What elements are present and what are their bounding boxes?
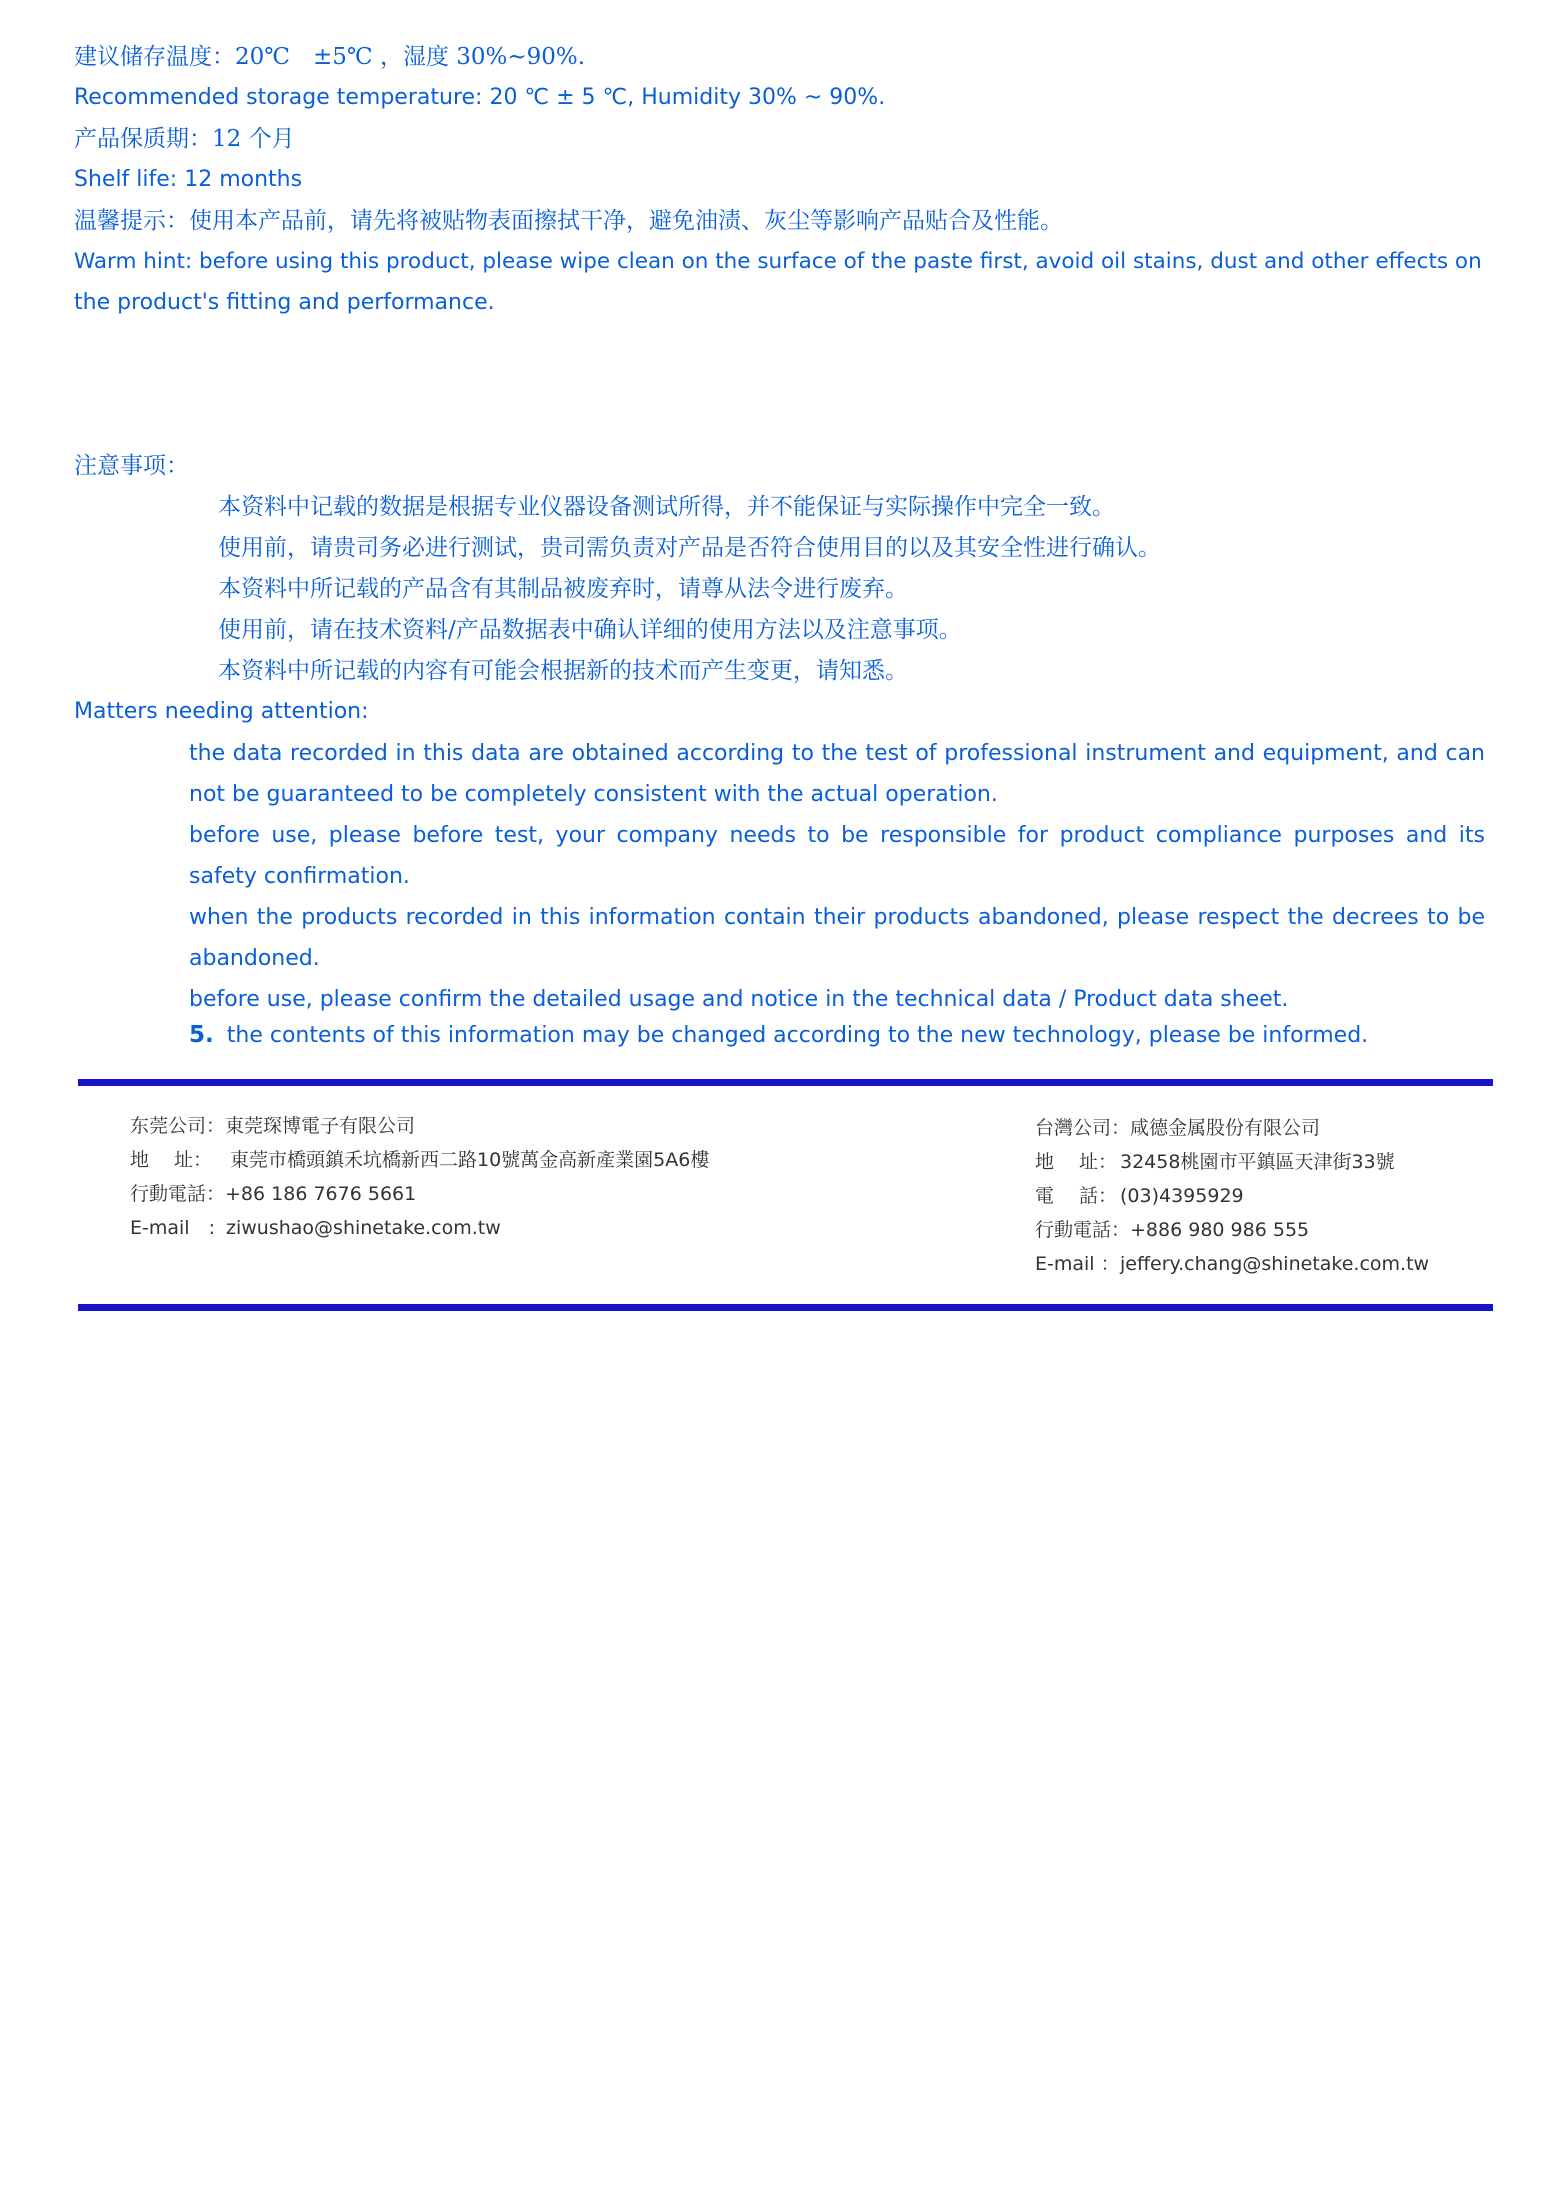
warm-hint-en-line1: Warm hint: before using this product, please wipe clean on the surface of the paste first, avoid oil stains, dust and other effects on [74,249,1482,274]
phone-label: 電 話： [1035,1185,1118,1207]
attention-en-item-5 [189,1020,1368,1051]
email-value[interactable]: jeffery.chang@shinetake.com.tw [1120,1253,1430,1275]
footer-top-rule [78,1079,1493,1086]
taiwan-phone-row [1035,1179,1429,1213]
email-label: E-mail ： [1035,1253,1120,1275]
attention-cn-item: 本资料中所记载的产品含有其制品被废弃时，请尊从法令进行废弃。 [218,576,908,602]
mobile-value: +86 186 7676 5661 [225,1183,417,1205]
warm-hint-cn: 温馨提示：使用本产品前，请先将被贴物表面擦拭干净，避免油渍、灰尘等影响产品贴合及性能。 [74,208,1063,234]
taiwan-mobile-row [1035,1213,1429,1247]
email-label: E-mail : [130,1217,215,1239]
dongguan-email-row [130,1211,709,1245]
mobile-label: 行動電話： [130,1183,226,1205]
footer-dongguan [130,1109,709,1245]
address-label: 地 址： [1035,1151,1118,1173]
attention-cn-item: 使用前，请贵司务必进行测试，贵司需负责对产品是否符合使用目的以及其安全性进行确认。 [218,535,1161,561]
attention-heading-en: Matters needing attention: [74,699,369,724]
taiwan-address-row [1035,1145,1429,1179]
attention-heading-cn: 注意事项： [74,453,189,479]
taiwan-email-row [1035,1247,1429,1281]
item-5-number: 5. [189,1022,214,1048]
attention-cn-item: 本资料中记载的数据是根据专业仪器设备测试所得，并不能保证与实际操作中完全一致。 [218,494,1115,520]
company-name: 咸德金属股份有限公司 [1130,1117,1321,1139]
address-value: 東莞市橋頭鎮禾坑橋新西二路10號萬金高新產業園5A6樓 [230,1149,710,1171]
email-value[interactable]: ziwushao@shinetake.com.tw [226,1217,501,1239]
footer-taiwan [1035,1111,1429,1281]
dongguan-address-row [130,1143,709,1177]
storage-temperature-cn: 建议储存温度：20℃ ±5℃ ，湿度 30%~90%. [74,44,586,70]
dongguan-company-row [130,1109,709,1143]
mobile-value: +886 980 986 555 [1130,1219,1310,1241]
shelf-life-en: Shelf life: 12 months [74,167,303,192]
attention-cn-item: 使用前，请在技术资料/产品数据表中确认详细的使用方法以及注意事项。 [218,617,962,643]
phone-value: (03)4395929 [1120,1185,1244,1207]
company-label: 台灣公司： [1035,1117,1131,1139]
warm-hint-en-line2: the product's fitting and performance. [74,290,495,315]
storage-temperature-en: Recommended storage temperature: 20 ℃ ± 5 ℃, Humidity 30% ~ 90%. [74,85,886,110]
dongguan-mobile-row [130,1177,709,1211]
footer-bottom-rule [78,1304,1493,1311]
shelf-life-cn: 产品保质期：12 个月 [74,126,295,152]
company-label: 东莞公司： [130,1115,226,1137]
item-5-text: the contents of this information may be changed according to the new technology, please be informed. [226,1023,1369,1048]
taiwan-company-row [1035,1111,1429,1145]
address-label: 地 址： [130,1149,213,1171]
company-name: 東莞琛博電子有限公司 [225,1115,416,1137]
attention-en-item: before use, please before test, your company needs to be responsible for product compliance purposes and its safety confirmation. [189,823,1485,889]
attention-cn-item: 本资料中所记载的内容有可能会根据新的技术而产生变更，请知悉。 [218,658,908,684]
attention-en-item: before use, please confirm the detailed usage and notice in the technical data / Product data sheet. [189,987,1289,1012]
attention-en-item: when the products recorded in this information contain their products abandoned, please respect the decrees to be abandoned. [189,905,1485,971]
attention-en-item: the data recorded in this data are obtained according to the test of professional instrument and equipment, and can not be guaranteed to be completely consistent with the actual operation. [189,741,1485,807]
mobile-label: 行動電話： [1035,1219,1131,1241]
address-value: 32458桃園市平鎮區天津街33號 [1120,1151,1395,1173]
